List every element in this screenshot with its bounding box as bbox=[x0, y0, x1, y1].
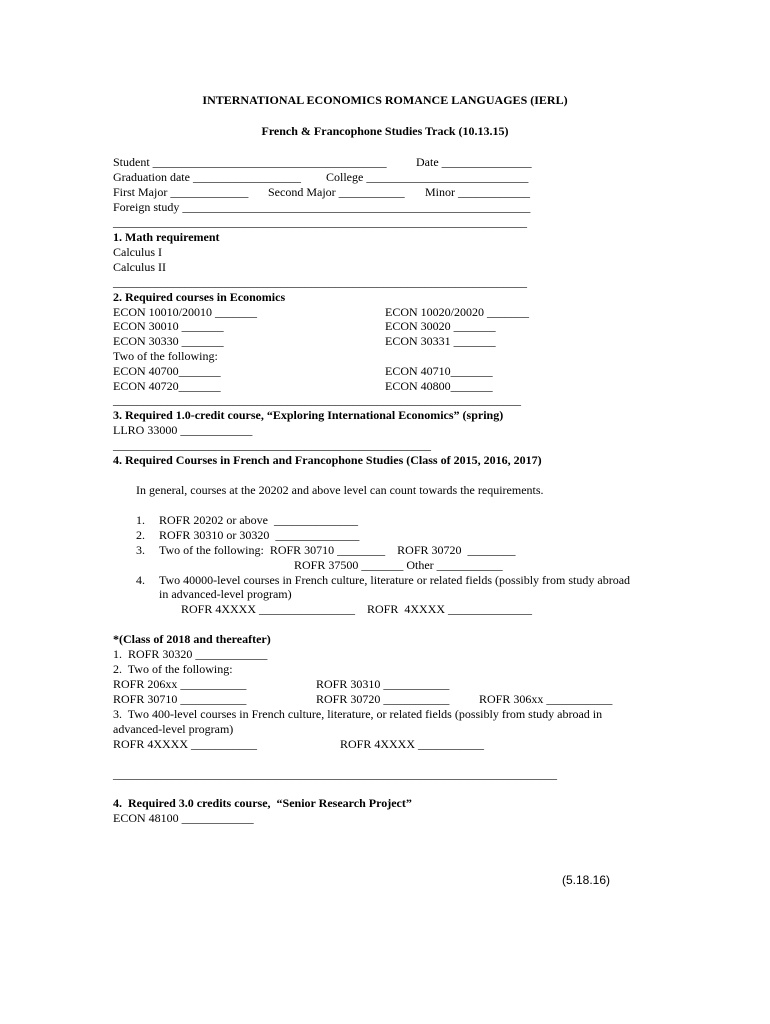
math-heading: 1. Math requirement bbox=[113, 230, 220, 244]
class2018-heading: *(Class of 2018 and thereafter) bbox=[113, 632, 271, 646]
divider-rule: ____________________________________________________________________ bbox=[113, 393, 521, 407]
senior-course-field[interactable]: ECON 48100 ____________ bbox=[113, 811, 254, 825]
class2018-course-field[interactable]: ROFR 4XXXX ___________ bbox=[340, 737, 485, 751]
french-item-number: 1. bbox=[136, 513, 145, 527]
french-heading: 4. Required Courses in French and Francophone Studies (Class of 2015, 2016, 2017) bbox=[113, 453, 542, 467]
math-item: Calculus I bbox=[113, 245, 162, 259]
econ-course-field[interactable]: ECON 10010/20010 _______ bbox=[113, 305, 257, 319]
french-item-number: 2. bbox=[136, 528, 145, 542]
french-intro: In general, courses at the 20202 and above level can count towards the requirements. bbox=[136, 483, 544, 497]
french-item-field[interactable]: ROFR 20202 or above ______________ bbox=[159, 513, 358, 527]
class2018-text: advanced-level program) bbox=[113, 722, 234, 736]
divider-rule: _____________________________________________________________________ bbox=[113, 275, 527, 289]
econ-course-field[interactable]: ECON 30010 _______ bbox=[113, 319, 224, 333]
french-item-number: 4. bbox=[136, 573, 145, 587]
revision-date: (5.18.16) bbox=[562, 873, 611, 887]
french-item-text: in advanced-level program) bbox=[159, 587, 292, 601]
llro-heading: 3. Required 1.0-credit course, “Exploring International Economics” (spring) bbox=[113, 408, 504, 422]
french-item-field[interactable]: ROFR 30310 or 30320 ______________ bbox=[159, 528, 360, 542]
divider-rule: __________________________________________________________________________ bbox=[113, 767, 557, 781]
econ-heading: 2. Required courses in Economics bbox=[113, 290, 286, 304]
doc-title: INTERNATIONAL ECONOMICS ROMANCE LANGUAGES (IERL) bbox=[202, 93, 568, 107]
college-field[interactable]: College ___________________________ bbox=[326, 170, 529, 184]
econ-course-field[interactable]: ECON 10020/20020 _______ bbox=[385, 305, 529, 319]
class2018-option-field[interactable]: ROFR 306xx ___________ bbox=[479, 692, 613, 706]
french-item-field[interactable]: Two of the following: ROFR 30710 ________ ROFR 30720 ________ bbox=[159, 543, 516, 557]
econ-option-field[interactable]: ECON 40800_______ bbox=[385, 379, 493, 393]
econ-course-field[interactable]: ECON 30331 _______ bbox=[385, 334, 496, 348]
second-major-field[interactable]: Second Major ___________ bbox=[268, 185, 405, 199]
econ-option-field[interactable]: ECON 40710_______ bbox=[385, 364, 493, 378]
class2018-two-of-label: 2. Two of the following: bbox=[113, 662, 233, 676]
foreign-study-field[interactable]: Foreign study __________________________________________________________ bbox=[113, 200, 531, 214]
french-item-text: Two 40000-level courses in French culture, literature or related fields (possibly from study abroad bbox=[159, 573, 631, 587]
french-item-field[interactable]: ROFR 4XXXX ________________ ROFR 4XXXX ______________ bbox=[181, 602, 533, 616]
math-item: Calculus II bbox=[113, 260, 166, 274]
econ-option-field[interactable]: ECON 40720_______ bbox=[113, 379, 221, 393]
french-item-field[interactable]: ROFR 37500 _______ Other ___________ bbox=[294, 558, 503, 572]
econ-two-of-label: Two of the following: bbox=[113, 349, 218, 363]
french-item-number: 3. bbox=[136, 543, 145, 557]
minor-field[interactable]: Minor ____________ bbox=[425, 185, 530, 199]
class2018-course-field[interactable]: ROFR 4XXXX ___________ bbox=[113, 737, 258, 751]
econ-option-field[interactable]: ECON 40700_______ bbox=[113, 364, 221, 378]
doc-subtitle: French & Francophone Studies Track (10.13.15) bbox=[261, 124, 509, 138]
senior-heading: 4. Required 3.0 credits course, “Senior Research Project” bbox=[113, 796, 412, 810]
class2018-option-field[interactable]: ROFR 30720 ___________ bbox=[316, 692, 450, 706]
econ-course-field[interactable]: ECON 30330 _______ bbox=[113, 334, 224, 348]
class2018-rofr-field[interactable]: 1. ROFR 30320 ____________ bbox=[113, 647, 268, 661]
class2018-option-field[interactable]: ROFR 30710 ___________ bbox=[113, 692, 247, 706]
divider-rule: _____________________________________________________ bbox=[113, 438, 431, 452]
econ-course-field[interactable]: ECON 30020 _______ bbox=[385, 319, 496, 333]
date-field[interactable]: Date _______________ bbox=[416, 155, 532, 169]
divider-rule: _____________________________________________________________________ bbox=[113, 215, 527, 229]
llro-course-field[interactable]: LLRO 33000 ____________ bbox=[113, 423, 253, 437]
first-major-field[interactable]: First Major _____________ bbox=[113, 185, 249, 199]
class2018-text: 3. Two 400-level courses in French culture, literature, or related fields (possibly from study abroad in bbox=[113, 707, 603, 721]
class2018-option-field[interactable]: ROFR 206xx ___________ bbox=[113, 677, 247, 691]
student-field[interactable]: Student _______________________________________ bbox=[113, 155, 387, 169]
class2018-option-field[interactable]: ROFR 30310 ___________ bbox=[316, 677, 450, 691]
graduation-date-field[interactable]: Graduation date __________________ bbox=[113, 170, 301, 184]
